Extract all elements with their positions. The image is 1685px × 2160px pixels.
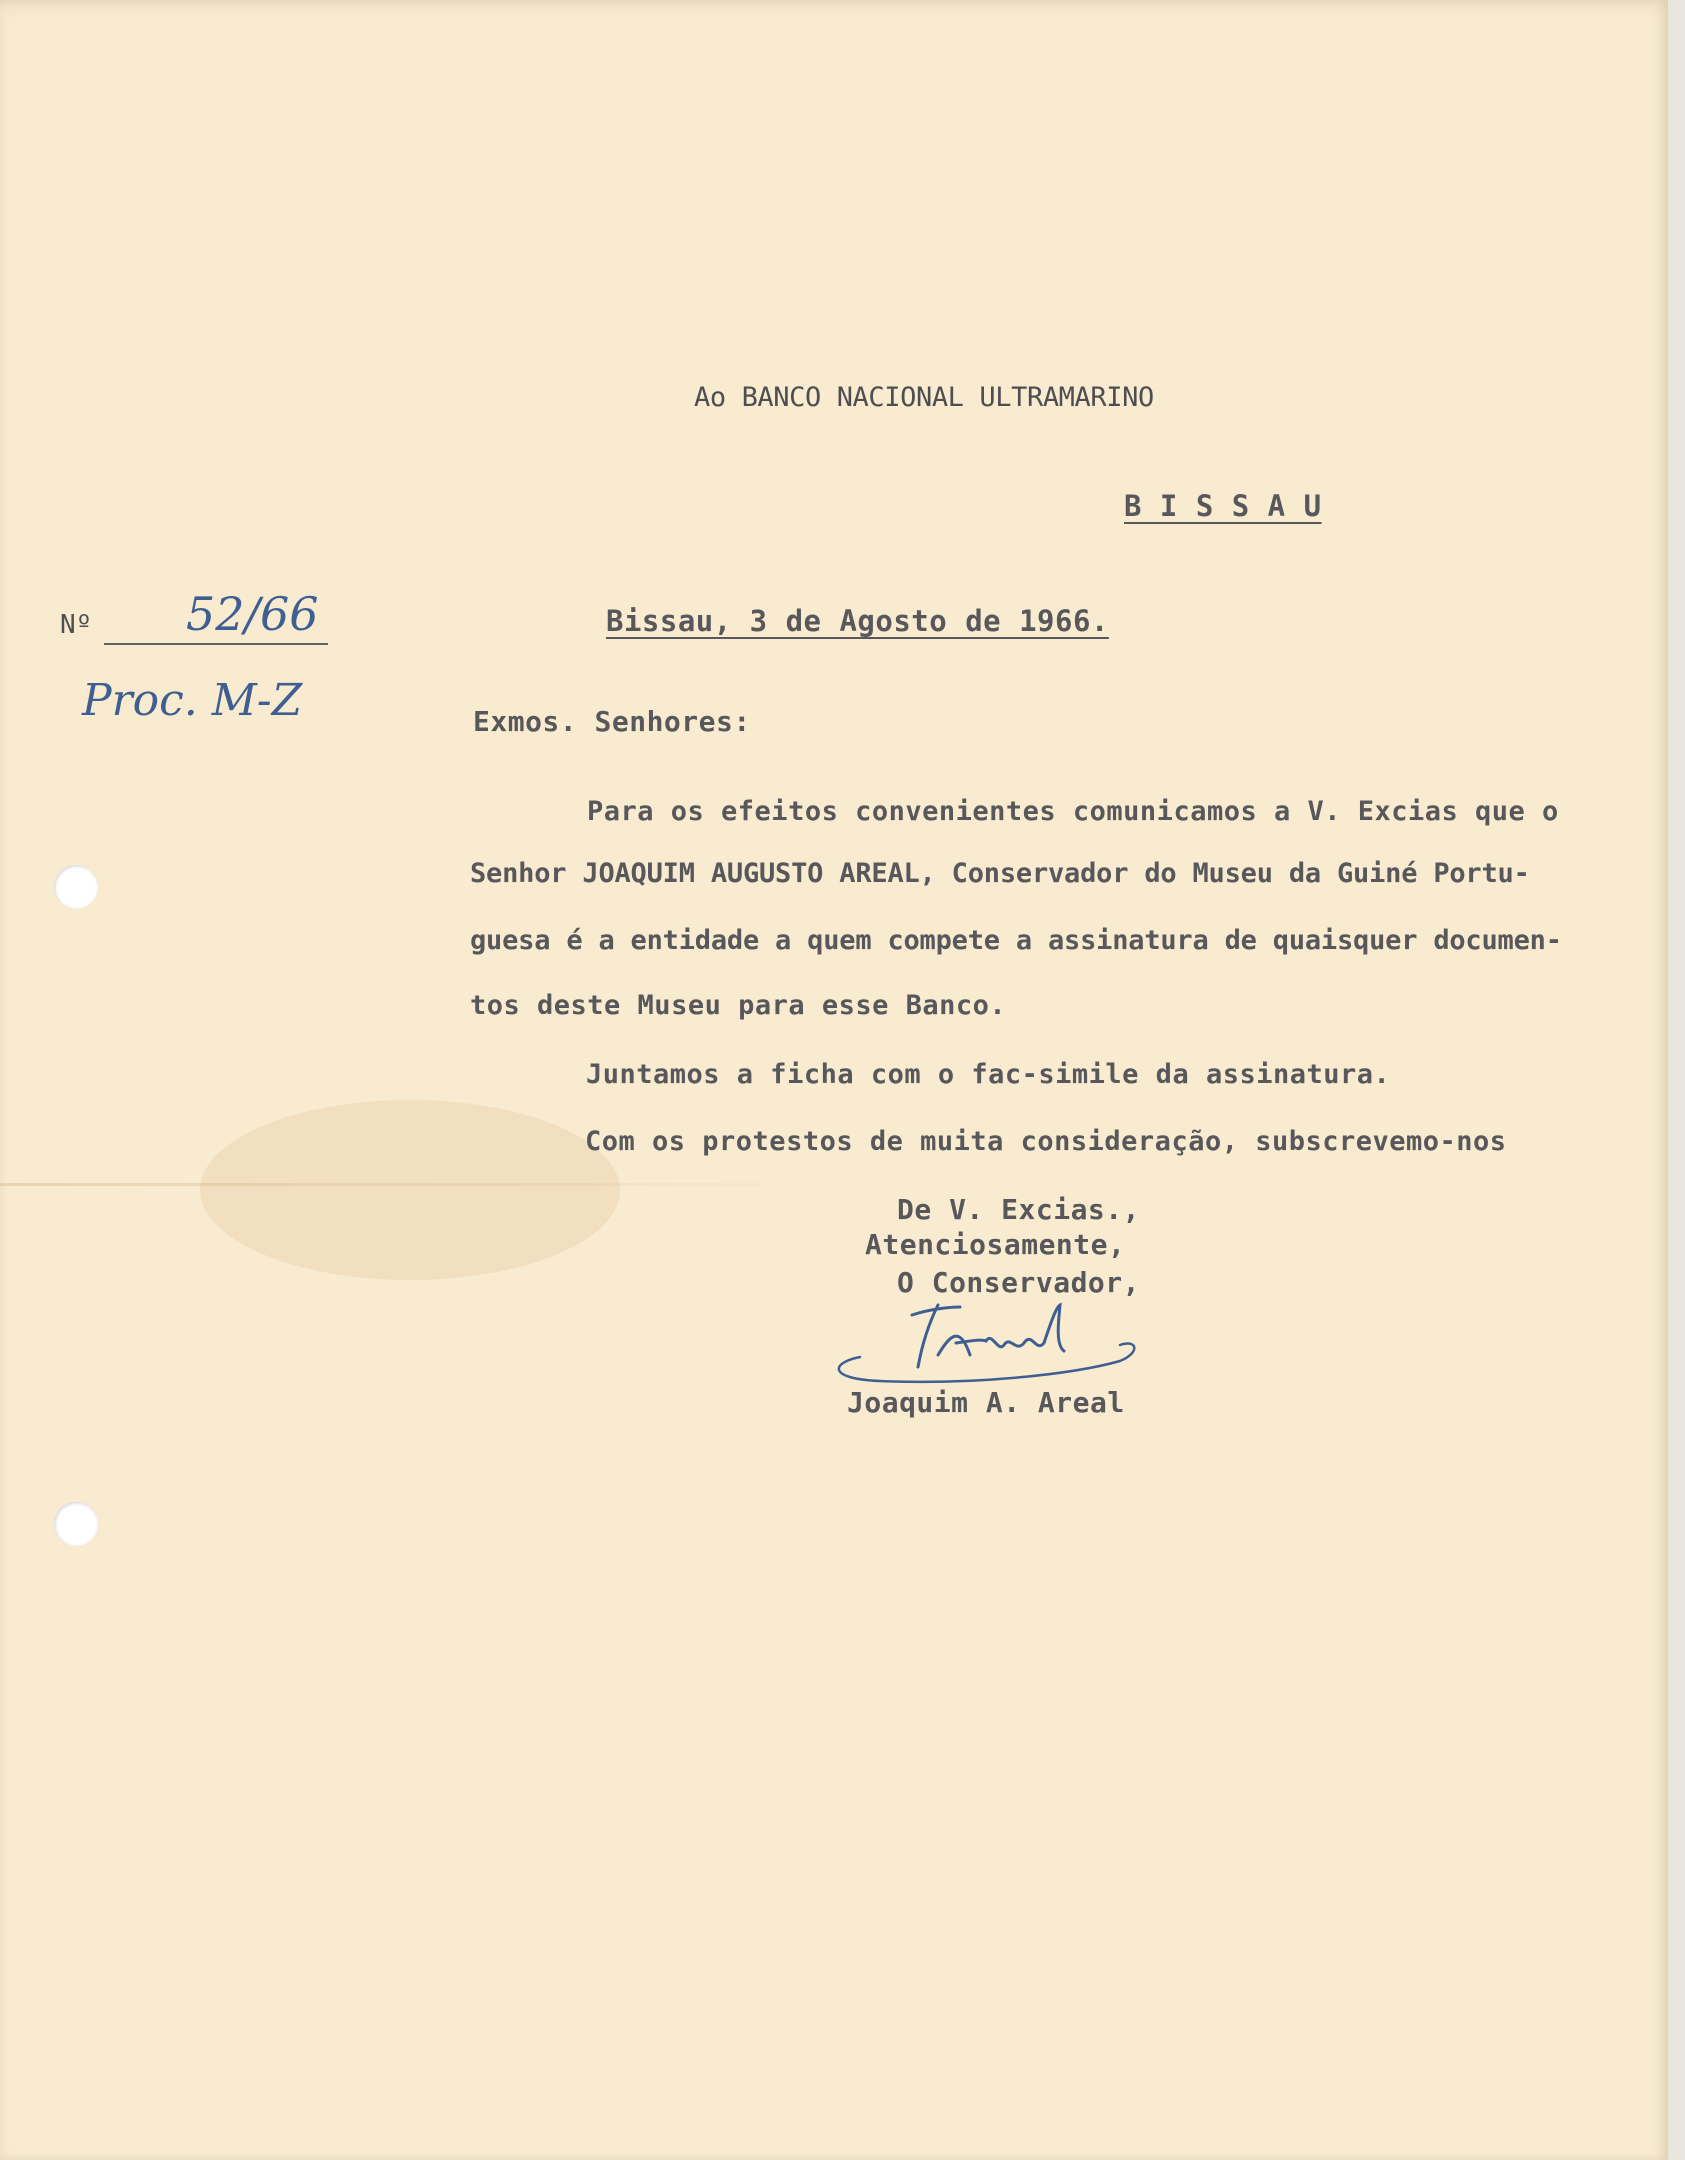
paper-stain bbox=[200, 1100, 620, 1280]
addressee-line: Ao BANCO NACIONAL ULTRAMARINO bbox=[694, 382, 1154, 413]
city-heading: B I S S A U bbox=[1124, 489, 1322, 523]
process-note: Proc. M-Z bbox=[82, 675, 303, 726]
salutation: Exmos. Senhores: bbox=[473, 705, 751, 738]
body-line-4: tos deste Museu para esse Banco. bbox=[470, 990, 1007, 1021]
closing-line-1: De V. Excias., bbox=[897, 1193, 1141, 1226]
signer-name: Joaquim A. Areal bbox=[847, 1386, 1125, 1419]
attachment-paragraph: Juntamos a ficha com o fac-simile da assinatura. bbox=[586, 1059, 1391, 1090]
body-line-3: guesa é a entidade a quem compete a assinatura de quaisquer documen- bbox=[470, 925, 1562, 956]
regards-paragraph: Com os protestos de muita consideração, subscrevemo-nos bbox=[585, 1126, 1507, 1157]
punch-hole-bottom bbox=[54, 1502, 98, 1546]
closing-line-2: Atenciosamente, bbox=[865, 1228, 1126, 1261]
date-line: Bissau, 3 de Agosto de 1966. bbox=[606, 604, 1109, 638]
number-label: Nº bbox=[60, 610, 93, 640]
reference-number: 52/66 bbox=[186, 587, 319, 641]
closing-line-3: O Conservador, bbox=[897, 1266, 1141, 1299]
punch-hole-top bbox=[54, 865, 98, 909]
body-line-2: Senhor JOAQUIM AUGUSTO AREAL, Conservador do Museu da Guiné Portu- bbox=[470, 858, 1530, 889]
number-underline bbox=[104, 643, 328, 645]
body-line-1: Para os efeitos convenientes comunicamos a V. Excias que o bbox=[587, 796, 1559, 827]
